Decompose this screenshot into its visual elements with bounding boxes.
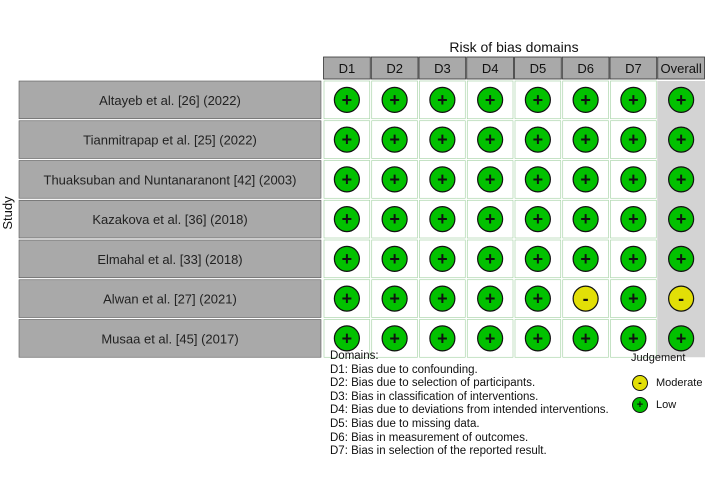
judgement-symbol: + xyxy=(628,129,639,150)
study-label: Alwan et al. [27] (2021) xyxy=(103,291,237,307)
judgement-legend-item-low xyxy=(628,394,706,416)
domain-legend-item: D3: Bias in classification of interventions. xyxy=(330,390,539,403)
header-label-d5: D5 xyxy=(529,61,547,76)
judgement-symbol: + xyxy=(580,169,591,190)
judgement-symbol: + xyxy=(532,209,544,230)
judgement-symbol: + xyxy=(389,209,400,230)
judgement-symbol: + xyxy=(484,129,496,150)
judgement-symbol: + xyxy=(389,89,400,110)
judgement-symbol: + xyxy=(675,169,687,190)
judgement-symbol: + xyxy=(389,248,400,269)
judgement-symbol: + xyxy=(389,288,400,309)
judgement-symbol: + xyxy=(532,248,544,269)
judgement-symbol: + xyxy=(675,129,687,150)
low-dot-icon: + xyxy=(632,397,648,413)
judgement-symbol: + xyxy=(484,248,496,269)
judgement-symbol: + xyxy=(532,328,544,349)
judgement-symbol: + xyxy=(437,288,448,309)
judgement-symbol: + xyxy=(532,89,544,110)
judgement-symbol: + xyxy=(628,169,639,190)
judgement-symbol: + xyxy=(628,328,639,349)
judgement-legend xyxy=(628,352,706,416)
judgement-symbol: + xyxy=(341,248,353,269)
judgement-symbol: + xyxy=(389,129,400,150)
judgement-symbol: + xyxy=(532,129,544,150)
domain-legend-item: D1: Bias due to confounding. xyxy=(330,363,478,376)
judgement-symbol: + xyxy=(532,288,544,309)
domain-legend-item: D5: Bias due to missing data. xyxy=(330,417,480,430)
judgement-symbol: + xyxy=(580,248,591,269)
header-label-d2: D2 xyxy=(386,61,403,76)
judgement-symbol: + xyxy=(675,209,687,230)
study-label: Tianmitrapap et al. [25] (2022) xyxy=(83,132,257,148)
header-label-overall: Overall xyxy=(660,61,702,76)
judgement-symbol: - xyxy=(678,288,685,309)
judgement-symbol: + xyxy=(580,89,591,110)
header-label-d1: D1 xyxy=(338,61,356,76)
study-label: Altayeb et al. [26] (2022) xyxy=(99,92,241,108)
domains-legend-title: Domains: xyxy=(330,350,379,362)
judgement-symbol: + xyxy=(437,248,448,269)
moderate-dot-icon: - xyxy=(632,375,648,391)
judgement-symbol: + xyxy=(437,169,448,190)
judgement-symbol: + xyxy=(389,328,400,349)
domain-header-row xyxy=(324,57,705,79)
header-label-d3: D3 xyxy=(434,61,451,76)
y-axis-label: Study xyxy=(0,196,15,230)
judgement-symbol: + xyxy=(437,129,448,150)
judgement-symbol: + xyxy=(580,209,591,230)
study-label: Elmahal et al. [33] (2018) xyxy=(97,251,243,267)
judgement-legend-label: Moderate xyxy=(656,377,703,389)
study-label: Thuaksuban and Nuntanaranont [42] (2003) xyxy=(43,172,297,188)
judgement-symbol: + xyxy=(628,288,639,309)
judgement-legend-label: Low xyxy=(656,399,677,411)
judgement-symbol: + xyxy=(341,129,353,150)
chart-title: Risk of bias domains xyxy=(449,39,579,55)
study-label: Musaa et al. [45] (2017) xyxy=(101,331,239,347)
header-label-d7: D7 xyxy=(625,61,642,76)
judgement-symbol: + xyxy=(389,169,400,190)
judgement-grid xyxy=(324,81,705,357)
domain-legend-item: D6: Bias in measurement of outcomes. xyxy=(330,431,529,444)
judgement-symbol: + xyxy=(341,209,353,230)
judgement-symbol: + xyxy=(675,328,687,349)
domain-legend-item: D4: Bias due to deviations from intended interventions. xyxy=(330,404,609,417)
judgement-symbol: - xyxy=(582,288,589,309)
judgement-symbol: + xyxy=(580,129,591,150)
study-label: Kazakova et al. [36] (2018) xyxy=(92,212,248,228)
judgement-symbol: + xyxy=(675,248,687,269)
judgement-symbol: + xyxy=(484,169,496,190)
judgement-symbol: + xyxy=(484,288,496,309)
judgement-symbol: + xyxy=(628,209,639,230)
header-label-d4: D4 xyxy=(481,61,499,76)
judgement-symbol: + xyxy=(437,209,448,230)
judgement-symbol: + xyxy=(341,169,353,190)
judgement-symbol: + xyxy=(341,89,353,110)
study-labels xyxy=(19,81,321,357)
judgement-symbol: + xyxy=(580,328,591,349)
judgement-symbol: + xyxy=(484,89,496,110)
judgement-symbol: + xyxy=(628,248,639,269)
domain-legend-item: D7: Bias in selection of the reported result. xyxy=(330,445,547,458)
judgement-symbol: + xyxy=(628,89,639,110)
judgement-symbol: + xyxy=(341,328,353,349)
domain-legend-item: D2: Bias due to selection of participants. xyxy=(330,377,536,390)
judgement-symbol: + xyxy=(437,328,448,349)
judgement-symbol: + xyxy=(437,89,448,110)
judgement-symbol: + xyxy=(532,169,544,190)
domains-legend xyxy=(330,350,609,459)
judgement-symbol: + xyxy=(484,328,496,349)
judgement-legend-item-moderate xyxy=(628,372,706,394)
judgement-legend-title: Judgement xyxy=(631,352,686,364)
judgement-symbol: + xyxy=(484,209,496,230)
judgement-symbol: + xyxy=(675,89,687,110)
judgement-symbol: + xyxy=(341,288,353,309)
header-label-d6: D6 xyxy=(577,61,594,76)
